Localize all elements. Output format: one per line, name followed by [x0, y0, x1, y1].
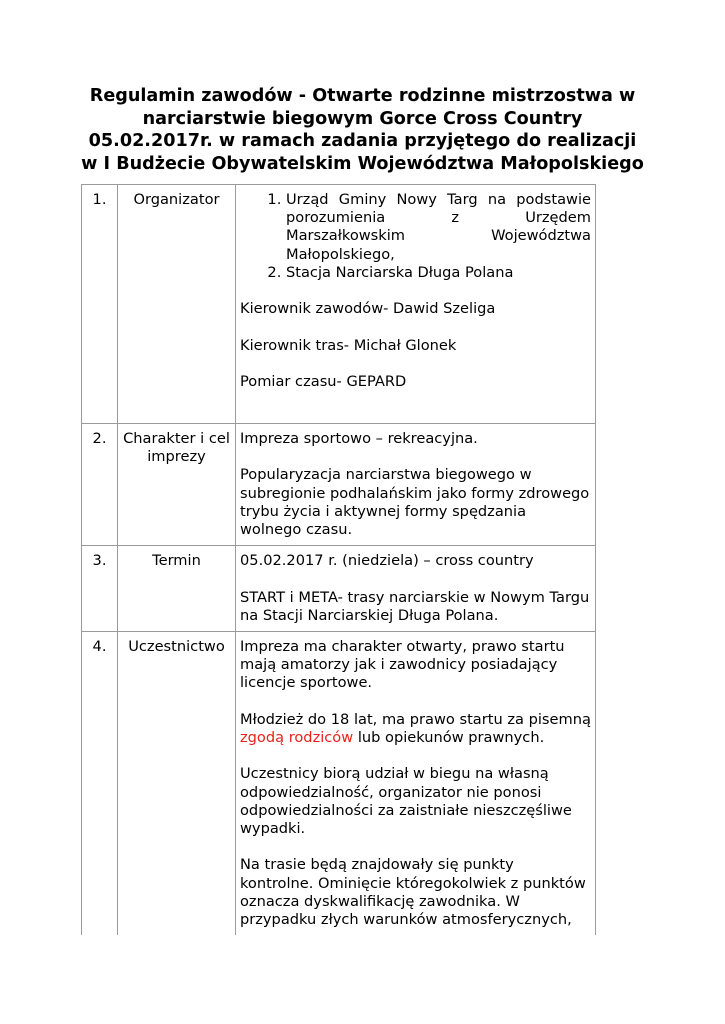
organizer-list: [240, 191, 591, 282]
row-label-character: Charakter i cel imprezy: [118, 424, 236, 546]
paragraph: START i META- trasy narciarskie w Nowym Targu na Stacji Narciarskiej Długa Polana.: [240, 588, 590, 624]
title-line-4: w I Budżecie Obywatelskim Województwa Małopolskiego: [81, 153, 644, 174]
paragraph: Na trasie będą znajdowały się punkty kontrolne. Ominięcie któregokolwiek z punktów oznacza dyskwalifikację zawodnika. W przypadku złych warunków atmosferycznych,: [240, 856, 586, 928]
row-number: 1.: [82, 185, 118, 424]
regulations-table: [81, 184, 596, 935]
paragraph: Impreza ma charakter otwarty, prawo startu mają amatorzy jak i zawodnicy posiadający licencje sportowe.: [240, 638, 565, 692]
organizer-list-item: 1. Urząd Gminy Nowy Targ na podstawie porozumienia z Urzędem Marszałkowskim Województwa Małopolskiego,: [286, 191, 591, 264]
timing-provider: Pomiar czasu- GEPARD: [240, 372, 407, 390]
highlighted-text: zgodą rodziców: [240, 729, 354, 746]
table-row-participation: [82, 632, 596, 936]
paragraph: 05.02.2017 r. (niedziela) – cross country: [240, 552, 534, 570]
paragraph: Popularyzacja narciarstwa biegowego w subregionie podhalańskim jako formy zdrowego trybu życia i aktywnej formy spędzania wolnego czasu.: [240, 466, 590, 538]
row-content-organizer: [236, 185, 596, 424]
row-number: 3.: [82, 546, 118, 632]
row-number: 4.: [82, 632, 118, 936]
table-row-date: [82, 546, 596, 632]
organizer-list-item: 2. Stacja Narciarska Długa Polana: [286, 264, 591, 282]
row-content-character: [236, 424, 596, 546]
text-segment: Młodzież do 18 lat, ma prawo startu za pisemną: [240, 710, 591, 728]
document-title: [80, 85, 645, 175]
paragraph: Uczestnicy biorą udział w biegu na własną odpowiedzialność, organizator nie ponosi odpowiedzialności za zaistniałe nieszczęśliwe wypadki.: [240, 765, 572, 837]
row-number: 2.: [82, 424, 118, 546]
track-manager: Kierownik tras- Michał Glonek: [240, 336, 457, 354]
row-label-date: Termin: [118, 546, 236, 632]
competition-manager: Kierownik zawodów- Dawid Szeliga: [240, 300, 496, 318]
row-label-participation: Uczestnictwo: [118, 632, 236, 936]
row-label-organizer: Organizator: [118, 185, 236, 424]
title-line-1: Regulamin zawodów - Otwarte rodzinne mistrzostwa w: [89, 86, 636, 106]
text-segment: lub opiekunów prawnych.: [353, 729, 545, 746]
table-row-organizer: [82, 185, 596, 424]
paragraph-parental-consent: [240, 711, 591, 747]
row-content-participation: [236, 632, 596, 936]
table-row-character: [82, 424, 596, 546]
paragraph: Impreza sportowo – rekreacyjna.: [240, 430, 478, 447]
title-line-2: narciarstwie biegowym Gorce Cross Country: [142, 108, 583, 129]
row-content-date: [236, 546, 596, 632]
title-line-3: 05.02.2017r. w ramach zadania przyjętego do realizacji: [88, 131, 637, 151]
